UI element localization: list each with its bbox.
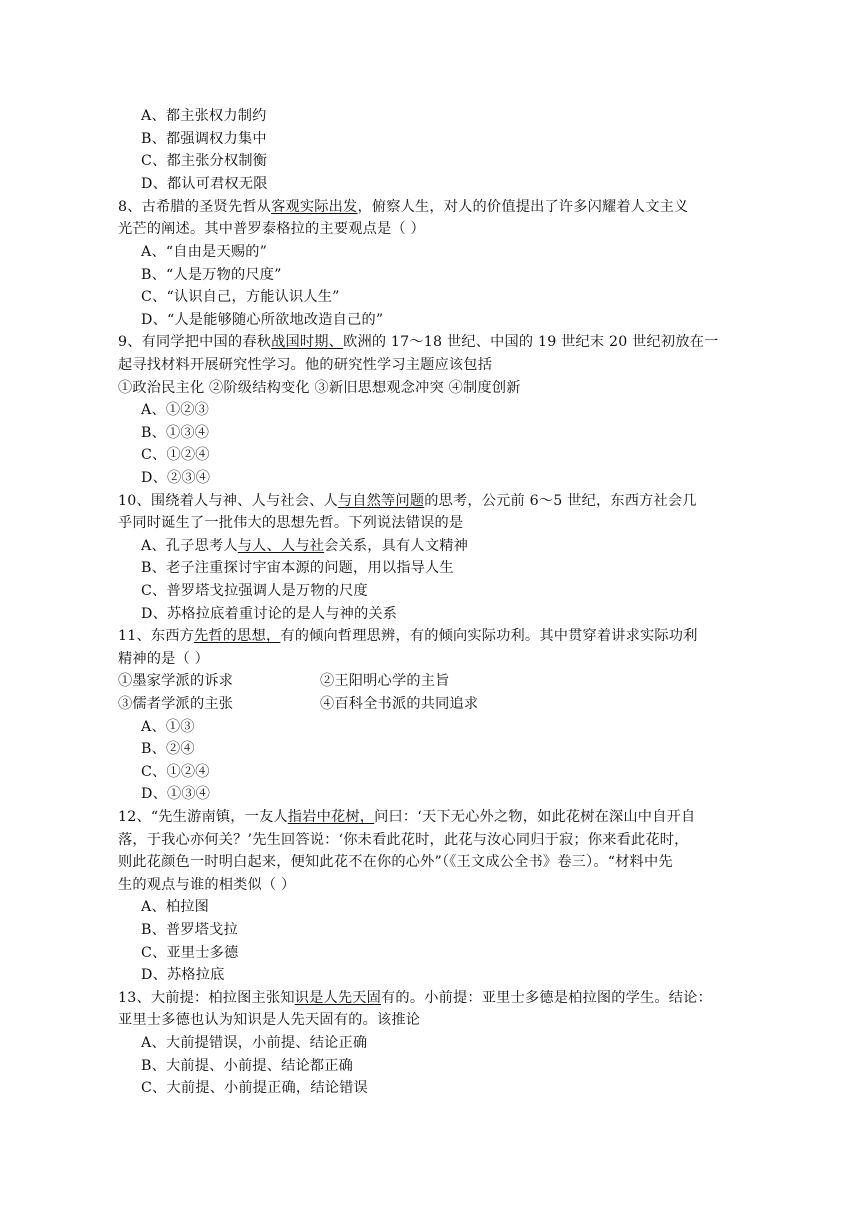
q11-item-4: ④百科全书派的共同追求 xyxy=(320,696,479,712)
q12-underlined-phrase: 指岩中花树， xyxy=(287,809,375,825)
q12-stem-line1: 12、“先生游南镇，一友人指岩中花树，问曰：‘天下无心外之物，如此花树在深山中自开自 xyxy=(118,809,696,825)
q13-underlined-phrase: 识是人先天固 xyxy=(294,990,382,1006)
q7-option-a: A、都主张权力制约 xyxy=(141,108,267,124)
q12-option-d: D、苏格拉底 xyxy=(141,967,225,983)
q10-option-a-underlined: 与人、人与社 xyxy=(237,538,325,554)
q12-option-b: B、普罗塔戈拉 xyxy=(141,922,238,938)
q13-option-a: A、大前提错误，小前提、结论正确 xyxy=(141,1035,368,1051)
q11-option-c: C、①②④ xyxy=(141,764,210,780)
q9-stem-line2: 起寻找材料开展研究性学习。他的研究性学习主题应该包括 xyxy=(118,357,493,373)
q11-item-3: ③儒者学派的主张 xyxy=(118,696,234,712)
q12-stem-line4: 生的观点与谁的相类似（ ） xyxy=(118,877,296,893)
q9-stem-line1: 9、有同学把中国的春秋战国时期、欧洲的 17～18 世纪、中国的 19 世纪末 20 世纪初放在一 xyxy=(118,334,719,350)
q8-option-d: D、“人是能够随心所欲地改造自己的” xyxy=(141,312,384,328)
q11-item-1: ①墨家学派的诉求 xyxy=(118,673,234,689)
q11-item-2: ②王阳明心学的主旨 xyxy=(320,673,450,689)
q7-option-b: B、都强调权力集中 xyxy=(141,131,267,147)
q8-option-a: A、“自由是天赐的” xyxy=(141,244,268,260)
q10-stem-line1: 10、围绕着人与神、人与社会、人与自然等问题的思考，公元前 6～5 世纪，东西方社会几 xyxy=(118,493,697,509)
q9-underlined-phrase: 战国时期、 xyxy=(271,334,344,350)
q11-underlined-phrase: 先哲的思想， xyxy=(194,628,281,644)
q12-stem-line3: 则此花颜色一时明白起来，便知此花不在你的心外”（《王文成公全书》卷三）。“材料中先 xyxy=(118,854,673,870)
q8-option-b: B、“人是万物的尺度” xyxy=(141,267,282,283)
q10-option-c: C、普罗塔戈拉强调人是万物的尺度 xyxy=(141,583,368,599)
q10-option-d: D、苏格拉底着重讨论的是人与神的关系 xyxy=(141,606,398,622)
q13-stem-line2: 亚里士多德也认为知识是人先天固有的。该推论 xyxy=(118,1012,421,1028)
q12-option-a: A、柏拉图 xyxy=(141,899,209,915)
q11-stem-line2: 精神的是（ ） xyxy=(118,651,210,667)
q11-option-a: A、①③ xyxy=(141,719,195,735)
q10-option-b: B、老子注重探讨宇宙本源的问题，用以指导人生 xyxy=(141,560,454,576)
q8-stem-line2: 光芒的阐述。其中普罗泰格拉的主要观点是（ ） xyxy=(118,221,425,237)
q8-option-c: C、“认识自己，方能认识人生” xyxy=(141,289,340,305)
q11-option-d: D、①③④ xyxy=(141,786,211,802)
q13-stem-line1: 13、大前提：柏拉图主张知识是人先天固有的。小前提：亚里士多德是柏拉图的学生。结论： xyxy=(118,990,712,1006)
q13-option-c: C、大前提、小前提正确，结论错误 xyxy=(141,1080,368,1096)
q11-option-b: B、②④ xyxy=(141,741,195,757)
q12-stem-line2: 落，于我心亦何关？’先生回答说：‘你未看此花时，此花与汝心同归于寂；你来看此花时， xyxy=(118,832,689,848)
q11-stem-line1: 11、东西方先哲的思想，有的倾向哲理思辨，有的倾向实际功利。其中贯穿着讲求实际功利 xyxy=(118,628,698,644)
q11-items-row1 xyxy=(118,671,450,691)
q13-option-b: B、大前提、小前提、结论都正确 xyxy=(141,1058,354,1074)
q8-stem-line1: 8、古希腊的圣贤先哲从客观实际出发，俯察人生，对人的价值提出了许多闪耀着人文主义 xyxy=(118,199,689,215)
q9-option-c: C、①②④ xyxy=(141,447,210,463)
q7-option-c: C、都主张分权制衡 xyxy=(141,153,268,169)
q10-underlined-phrase: 与自然等问题 xyxy=(337,493,425,509)
q9-option-a: A、①②③ xyxy=(141,402,209,418)
q12-option-c: C、亚里士多德 xyxy=(141,945,239,961)
q8-underlined-phrase: 客观实际出发 xyxy=(271,199,358,215)
q11-items-row2 xyxy=(118,694,479,714)
q9-items: ①政治民主化 ②阶级结构变化 ③新旧思想观念冲突 ④制度创新 xyxy=(118,380,521,396)
q10-option-a: A、孔子思考人与人、人与社会关系，具有人文精神 xyxy=(141,538,468,554)
q10-stem-line2: 乎同时诞生了一批伟大的思想先哲。下列说法错误的是 xyxy=(118,515,464,531)
q7-option-d: D、都认可君权无限 xyxy=(141,176,268,192)
q9-option-d: D、②③④ xyxy=(141,470,211,486)
q9-option-b: B、①③④ xyxy=(141,425,210,441)
